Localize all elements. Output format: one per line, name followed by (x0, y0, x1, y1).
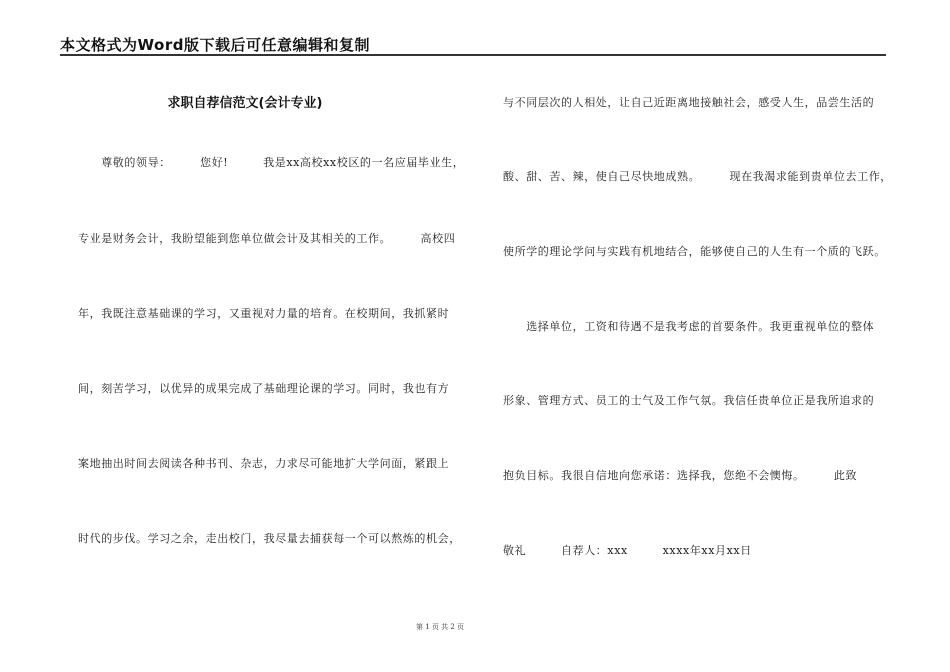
left-column-line: 间，刻苦学习，以优异的成果完成了基础理论课的学习。同时，我也有方 (78, 382, 450, 395)
right-column-line: 抱负目标。我很自信地向您承诺：选择我，您绝不会懊悔。 此致 (503, 469, 858, 482)
page-number: 第 1 页 共 2 页 (415, 623, 465, 631)
right-column-line: 选择单位，工资和待遇不是我考虑的首要条件。我更重视单位的整体 (503, 320, 875, 333)
right-column-line: 与不同层次的人相处，让自己近距离地接触社会，感受人生，品尝生活的 (503, 96, 875, 109)
left-column-line: 专业是财务会计，我盼望能到您单位做会计及其相关的工作。 高校四 (78, 232, 456, 245)
right-column-line: 使所学的理论学问与实践有机地结合，能够使自己的人生有一个质的飞跃。 (503, 245, 886, 258)
left-column-line: 年，我既注意基础课的学习，又重视对力量的培育。在校期间，我抓紧时 (78, 307, 450, 320)
left-column-line: 尊敬的领导： 您好! 我是xx高校xx校区的一名应届毕业生， (78, 156, 465, 169)
right-column-line: 酸、甜、苦、辣，使自己尽快地成熟。 现在我渴求能到贵单位去工作， (503, 170, 892, 183)
header-divider (60, 54, 886, 56)
left-column-line: 案地抽出时间去阅读各种书刊、杂志，力求尽可能地扩大学问面，紧跟上 (78, 457, 450, 470)
document-title: 求职自荐信范文(会计专业) (167, 96, 323, 111)
right-column-line: 敬礼 自荐人：xxx xxxx年xx月xx日 (503, 544, 752, 557)
page-header: 本文格式为Word版下载后可任意编辑和复制 (60, 36, 370, 54)
right-column-line: 形象、管理方式、员工的士气及工作气氛。我信任贵单位正是我所追求的 (503, 394, 875, 407)
left-column-line: 时代的步伐。学习之余，走出校门，我尽量去捕获每一个可以熬炼的机会， (78, 532, 461, 545)
